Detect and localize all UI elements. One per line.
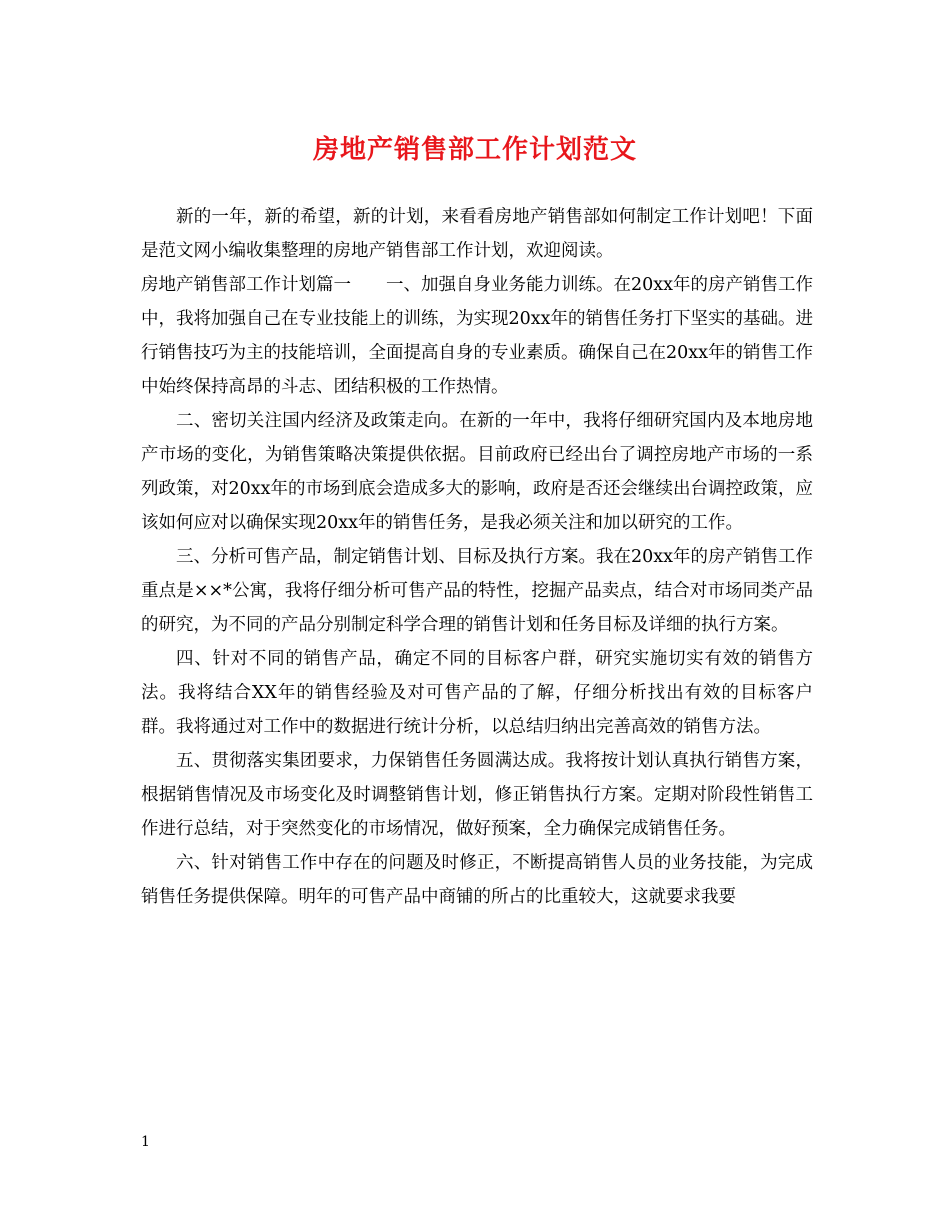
section-four-paragraph: 四、针对不同的销售产品，确定不同的目标客户群，研究实施切实有效的销售方法。我将结合XX年的销售经验及对可售产品的了解，仔细分析找出有效的目标客户群。我将通过对工作中的数据进行统计分析，以总结归纳出完善高效的销售方法。 xyxy=(141,649,813,737)
intro-paragraph: 新的一年，新的希望，新的计划，来看看房地产销售部如何制定工作计划吧！下面是范文网小编收集整理的房地产销售部工作计划，欢迎阅读。 xyxy=(141,207,813,261)
section-one-paragraph: 房地产销售部工作计划篇一 一、加强自身业务能力训练。在20xx年的房产销售工作中，我将加强自己在专业技能上的训练，为实现20xx年的销售任务打下坚实的基础。进行销售技巧为主的技能培训，全面提高自身的专业素质。确保自己在20xx年的销售工作中始终保持高昂的斗志、团结积极的工作热情。 xyxy=(141,275,814,397)
section-two-paragraph: 二、密切关注国内经济及政策走向。在新的一年中，我将仔细研究国内及本地房地产市场的变化，为销售策略决策提供依据。目前政府已经出台了调控房地产市场的一系列政策，对20xx年的市场到底会造成多大的影响，政府是否还会继续出台调控政策，应该如何应对以确保实现20xx年的销售任务，是我必须关注和加以研究的工作。 xyxy=(141,411,814,533)
page-number: 1 xyxy=(141,1134,150,1150)
section-three-paragraph: 三、分析可售产品，制定销售计划、目标及执行方案。我在20xx年的房产销售工作重点是××*公寓，我将仔细分析可售产品的特性，挖掘产品卖点，结合对市场同类产品的研究，为不同的产品分别制定科学合理的销售计划和任务目标及详细的执行方案。 xyxy=(141,547,814,635)
document-body xyxy=(141,200,813,914)
section-five-paragraph: 五、贯彻落实集团要求，力保销售任务圆满达成。我将按计划认真执行销售方案，根据销售情况及市场变化及时调整销售计划，修正销售执行方案。定期对阶段性销售工作进行总结，对于突然变化的市场情况，做好预案，全力确保完成销售任务。 xyxy=(141,751,813,839)
document-title: 房地产销售部工作计划范文 xyxy=(312,135,637,165)
section-six-paragraph: 六、针对销售工作中存在的问题及时修正，不断提高销售人员的业务技能，为完成销售任务提供保障。明年的可售产品中商铺的所占的比重较大，这就要求我要 xyxy=(141,853,813,907)
